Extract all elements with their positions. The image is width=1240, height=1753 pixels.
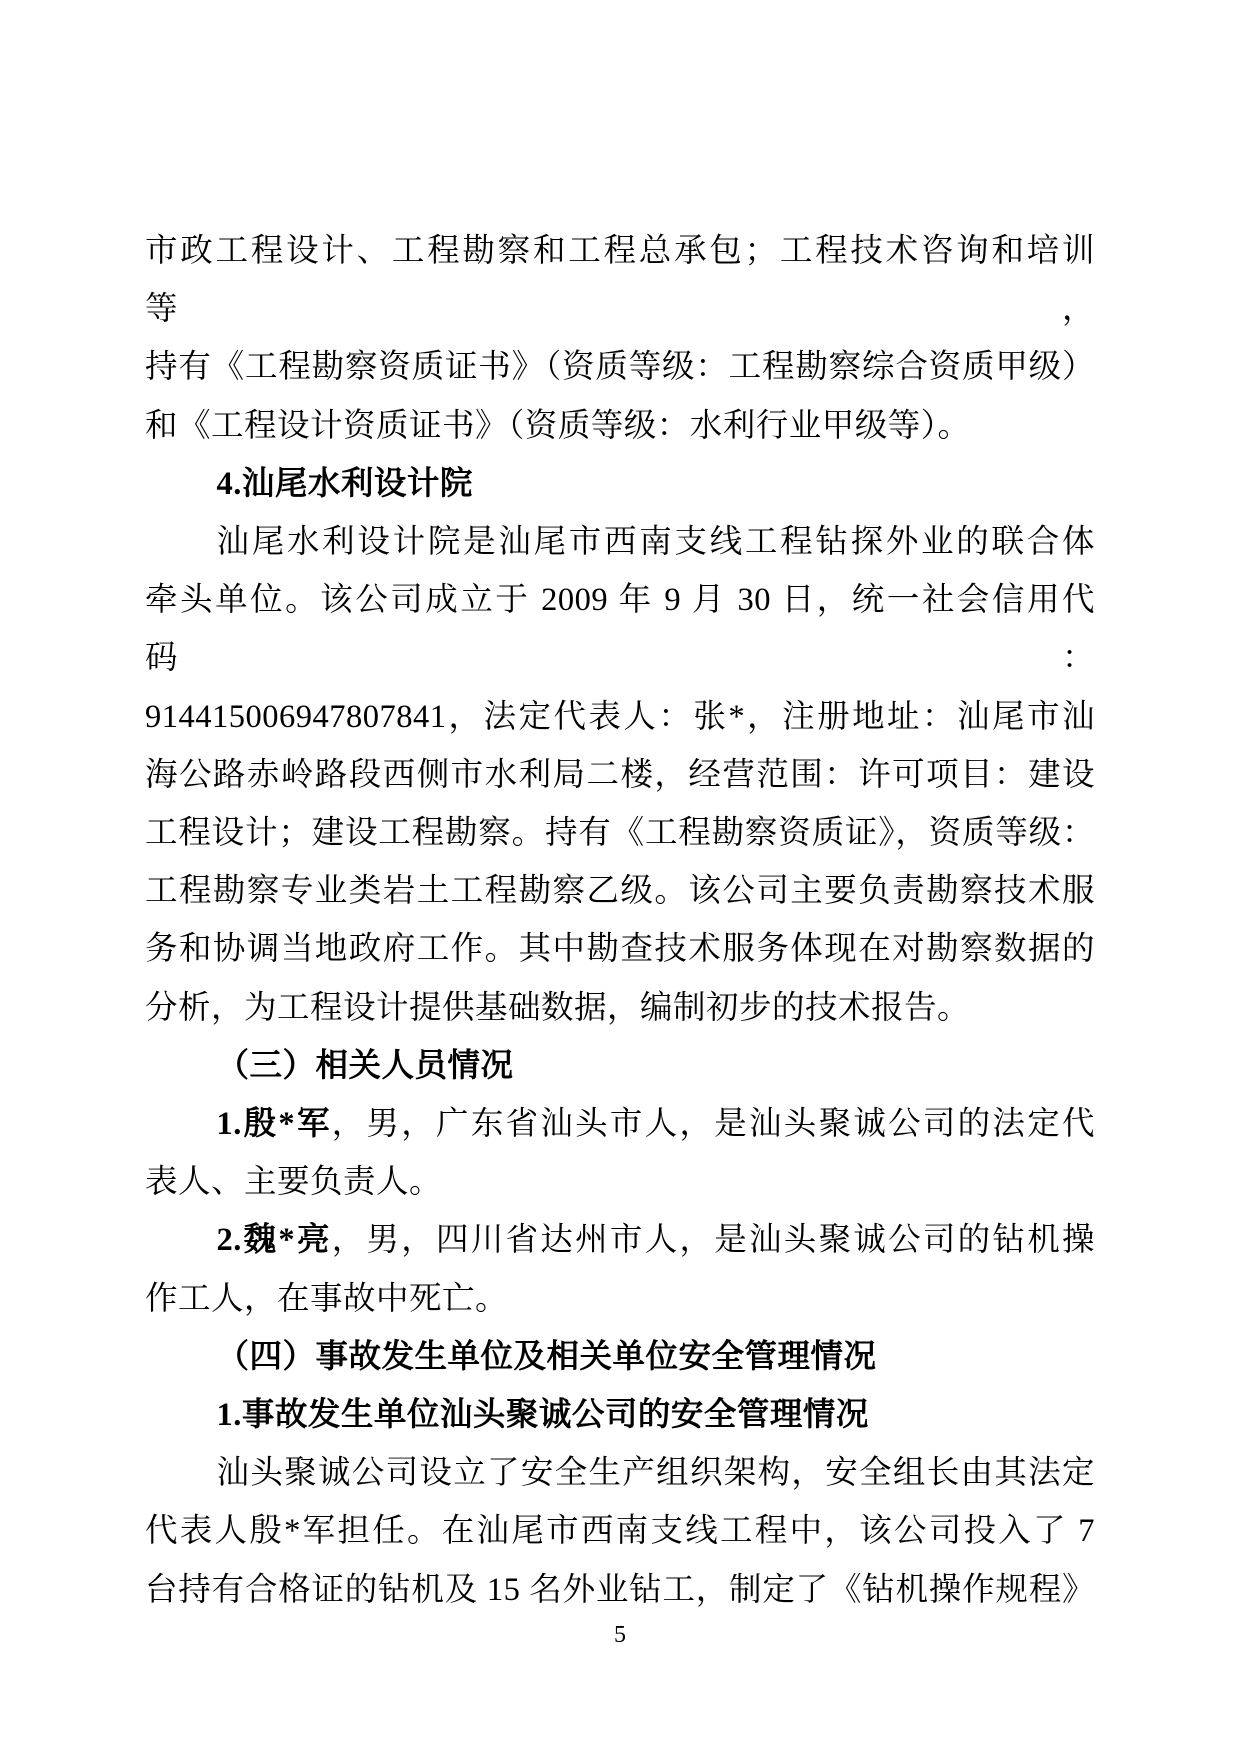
section-heading <box>145 455 1095 513</box>
text-run: （四）事故发生单位及相关单位安全管理情况 <box>216 1338 877 1375</box>
text-line <box>145 979 1095 1037</box>
text-run: ，男，广东省汕头市人，是汕头聚诚公司的法定代 <box>331 1106 1095 1143</box>
text-run: 表人、主要负责人。 <box>145 1164 443 1201</box>
text-run: 工程勘察专业类岩土工程勘察乙级。该公司主要负责勘察技术服 <box>145 873 1095 910</box>
text-run: 1.殷*军 <box>216 1106 332 1143</box>
text-line <box>145 513 1095 571</box>
section-heading <box>145 1328 1095 1386</box>
text-run: 作工人，在事故中死亡。 <box>145 1280 509 1317</box>
text-line <box>145 746 1095 804</box>
section-heading <box>145 1037 1095 1095</box>
text-line <box>145 862 1095 920</box>
text-line <box>145 338 1095 396</box>
text-run: 台持有合格证的钻机及 15 名外业钻工，制定了《钻机操作规程》 <box>145 1571 1095 1608</box>
text-run: 市政工程设计、工程勘察和工程总承包；工程技术咨询和培训等， <box>145 233 1095 328</box>
text-run: 海公路赤岭路段西侧市水利局二楼，经营范围：许可项目：建设 <box>145 756 1095 793</box>
text-run: 1.事故发生单位汕头聚诚公司的安全管理情况 <box>216 1397 869 1434</box>
text-line <box>145 1561 1095 1619</box>
text-run: 汕头聚诚公司设立了安全生产组织架构，安全组长由其法定 <box>216 1455 1095 1492</box>
text-run: ，男，四川省达州市人，是汕头聚诚公司的钻机操 <box>331 1222 1095 1259</box>
page-number: 5 <box>614 1622 626 1648</box>
text-run: 4.汕尾水利设计院 <box>216 465 473 502</box>
text-run: 务和协调当地政府工作。其中勘查技术服务体现在对勘察数据的 <box>145 931 1095 968</box>
text-line <box>145 571 1095 687</box>
text-line <box>145 1502 1095 1560</box>
text-run: 工程设计；建设工程勘察。持有《工程勘察资质证》，资质等级： <box>145 815 1095 852</box>
text-run: （三）相关人员情况 <box>216 1047 514 1084</box>
text-line <box>145 1211 1095 1269</box>
text-line <box>145 1444 1095 1502</box>
text-run: 914415006947807841，法定代表人：张*，注册地址：汕尾市汕 <box>145 698 1095 735</box>
text-line <box>145 222 1095 338</box>
text-run: 持有《工程勘察资质证书》（资质等级：工程勘察综合资质甲级） <box>145 349 1095 386</box>
text-run: 汕尾水利设计院是汕尾市西南支线工程钻探外业的联合体 <box>216 524 1095 561</box>
section-heading <box>145 1386 1095 1444</box>
text-line <box>145 804 1095 862</box>
text-line <box>145 920 1095 978</box>
text-line <box>145 397 1095 455</box>
text-run: 分析，为工程设计提供基础数据，编制初步的技术报告。 <box>145 989 971 1026</box>
text-line <box>145 688 1095 746</box>
text-run: 牵头单位。该公司成立于 2009 年 9 月 30 日，统一社会信用代码： <box>145 582 1095 677</box>
text-line <box>145 1270 1095 1328</box>
text-line <box>145 1153 1095 1211</box>
text-run: 代表人殷*军担任。在汕尾市西南支线工程中，该公司投入了 7 <box>145 1513 1095 1550</box>
text-run: 2.魏*亮 <box>216 1222 332 1259</box>
text-line <box>145 1095 1095 1153</box>
text-run: 和《工程设计资质证书》（资质等级：水利行业甲级等）。 <box>145 407 971 444</box>
